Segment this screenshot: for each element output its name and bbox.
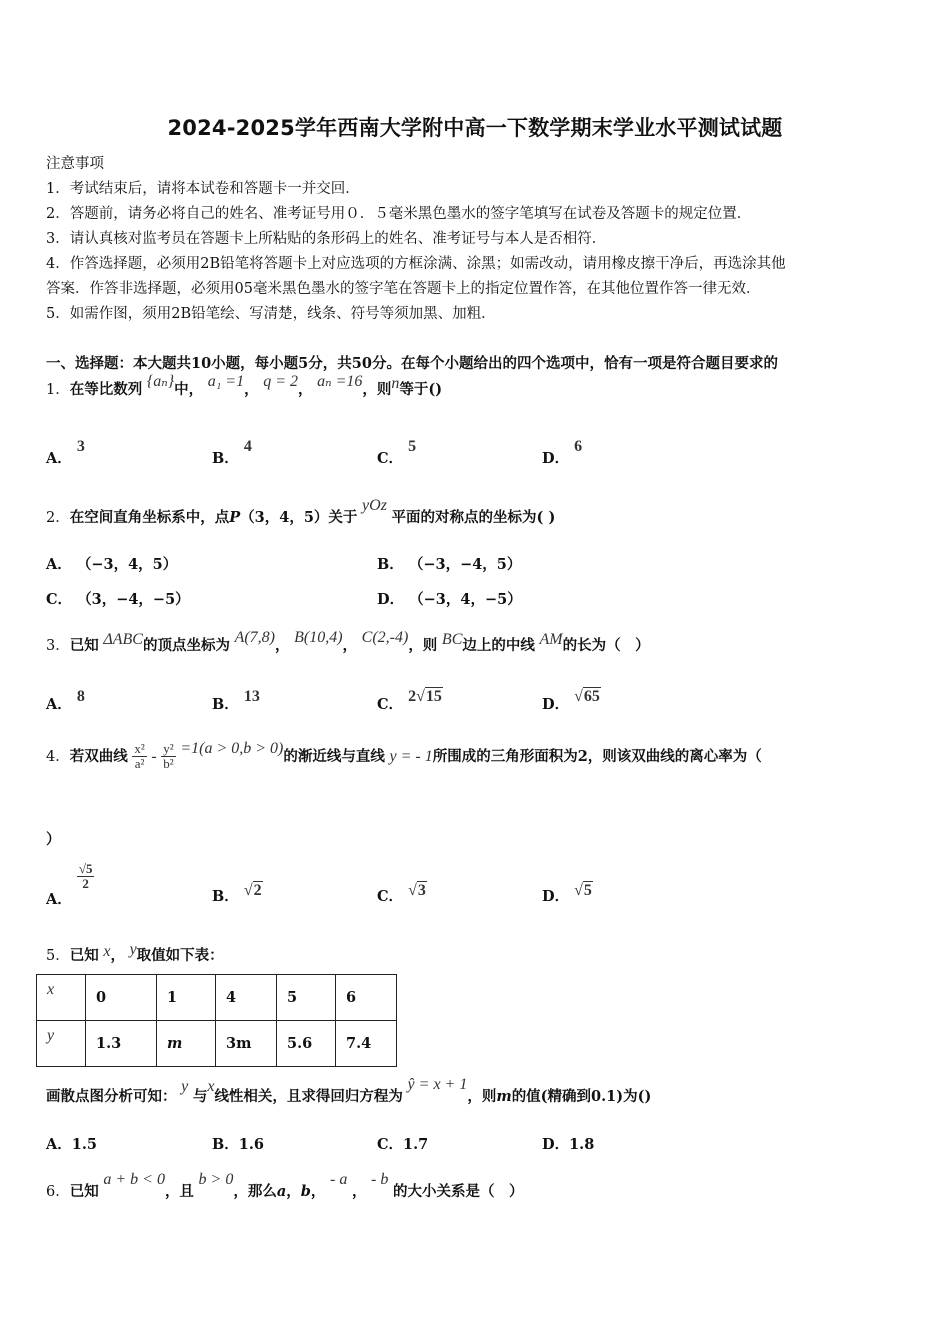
option-a[interactable]: A． 8: [46, 688, 85, 713]
option-c[interactable]: C． （3，−4，−5）: [46, 591, 190, 608]
option-d[interactable]: D． （−3，4，−5）: [377, 591, 522, 608]
q1-text: 等于(): [399, 381, 443, 398]
table-cell: 5: [277, 975, 336, 1021]
fraction: $\frac{√5}{2}$: [78, 861, 93, 892]
option-value: 4: [243, 438, 252, 455]
table-cell: 3m: [216, 1021, 277, 1067]
q1-math-an: aₙ =16: [317, 373, 363, 390]
question-5-continued: [46, 1076, 652, 1106]
q6-text: 的大小关系是（ ）: [392, 1183, 524, 1200]
q5-math: y: [181, 1078, 189, 1095]
q3-math: ΔABC: [103, 631, 143, 648]
question-number: 3．: [46, 638, 70, 654]
q3-text: ，: [275, 637, 290, 654]
q4-text: 若双曲线: [69, 747, 128, 765]
option-a[interactable]: A．1.5: [46, 1136, 97, 1153]
q3-math: A(7,8): [234, 629, 275, 646]
option-c[interactable]: C． √3: [377, 882, 426, 905]
q6-math: a + b < 0: [103, 1171, 165, 1188]
question-1: [46, 373, 443, 399]
table-cell: 1: [157, 975, 216, 1021]
option-a[interactable]: A． $\frac{√5}{2}$: [46, 861, 93, 908]
q3-text: ，则: [408, 637, 438, 654]
table-cell: y: [37, 1021, 86, 1067]
table-row: [37, 975, 397, 1021]
option-value: 3: [76, 438, 85, 455]
option-value: 5: [408, 438, 417, 455]
q1-math-q: q = 2: [263, 373, 298, 390]
question-2: [46, 497, 556, 527]
notice-item: 1．考试结束后，请将本试卷和答题卡一并交回．: [46, 181, 360, 197]
q2-point: P: [229, 509, 241, 526]
table-cell: x: [37, 975, 86, 1021]
question-number: 2．: [46, 510, 70, 526]
q1-text: 中，: [174, 381, 204, 398]
option-value: 6: [574, 438, 583, 455]
page-title: 2024-2025学年西南大学附中高一下数学期末学业水平测试试题: [167, 116, 783, 140]
option-d[interactable]: D．1.8: [542, 1136, 595, 1153]
table-cell: m: [157, 1021, 216, 1067]
question-number: 4．: [46, 748, 70, 765]
q2-text: （3，4，5）关于: [240, 509, 358, 526]
table-cell: 4: [216, 975, 277, 1021]
q6-text: 已知: [69, 1183, 99, 1200]
q2-math-plane: yOz: [362, 497, 387, 514]
q6-math: a: [276, 1183, 287, 1200]
q6-text: ，: [286, 1183, 301, 1200]
q4-text: 所围成的三角形面积为2，则该双曲线的离心率为（: [432, 747, 762, 765]
q3-text: 的顶点坐标为: [142, 637, 230, 654]
q6-text: ，那么: [233, 1183, 277, 1200]
option-a[interactable]: A． 3: [46, 438, 85, 467]
q4-math: y = - 1: [389, 747, 433, 765]
notice-item: 答案．作答非选择题，必须用05毫米黑色墨水的签字笔在答题卡上的指定位置作答，在其他位置作答一律无效．: [46, 281, 761, 297]
q1-text: 在等比数列: [69, 381, 143, 398]
q5-text: ，: [110, 947, 125, 964]
q3-text: 边上的中线: [462, 637, 535, 654]
q5-text: 与: [192, 1088, 208, 1105]
question-number: 5．: [46, 948, 70, 964]
q3-math: AM: [539, 631, 563, 648]
q1-math-seq: {aₙ}: [146, 373, 175, 390]
q2-text: 平面的对称点的坐标为( ): [391, 509, 556, 526]
q3-math: C(2,-4): [361, 629, 409, 646]
table-cell: 6: [336, 975, 397, 1021]
q1-text: ，: [298, 381, 313, 398]
q3-text: 的长为（ ）: [562, 637, 650, 654]
q3-math: B(10,4): [294, 629, 343, 646]
option-d[interactable]: D． √5: [542, 882, 592, 905]
notice-item: 4．作答选择题，必须用2B铅笔将答题卡上对应选项的方框涂满、涂黑；如需改动，请用橡皮擦干净后，再选涂其他: [46, 256, 786, 272]
section-heading: 一、选择题：本大题共10小题，每小题5分，共50分。在每个小题给出的四个选项中，恰有一项是符合题目要求的: [46, 355, 778, 372]
table-cell: 1.3: [86, 1021, 157, 1067]
fraction-x: $\frac{\text{x²}}{\text{a²}}$: [134, 741, 145, 772]
q4-text-close: ）: [46, 831, 61, 848]
q5-math: x: [207, 1078, 215, 1095]
table-cell: 0: [86, 975, 157, 1021]
notice-heading: 注意事项: [46, 156, 104, 172]
q5-text: 线性相关，且求得回归方程为: [214, 1088, 403, 1105]
option-a[interactable]: A． （−3，4，5）: [46, 556, 178, 573]
question-5: [46, 941, 224, 965]
question-6: [46, 1171, 524, 1201]
q5-math: m: [496, 1088, 512, 1105]
q6-text: ，: [310, 1183, 326, 1200]
option-c[interactable]: C． 2√15: [377, 688, 442, 713]
q3-text: ，: [342, 637, 358, 654]
table-cell: 5.6: [277, 1021, 336, 1067]
option-d[interactable]: D． 6: [542, 438, 583, 467]
table-row: [37, 1021, 397, 1067]
question-3: [46, 629, 650, 655]
q1-math-a1: a₁ =1: [207, 373, 245, 390]
data-table: [36, 974, 397, 1067]
question-4: 4．若双曲线 $\frac{\text{x²}}{\text{a²}}$ - $\frac{\text{y²}}{\text{b²}}$ =1(a > 0,b > 0)的渐近线与直线 y = - 1所围成的三角形面积为2，则该双曲线的离心率为（: [46, 739, 762, 772]
table-cell: 7.4: [336, 1021, 397, 1067]
q6-text: ，且: [164, 1183, 194, 1200]
q5-math: x: [103, 943, 111, 960]
q3-text: 已知: [69, 637, 99, 654]
option-c[interactable]: C． 5: [377, 438, 417, 467]
option-d[interactable]: D． √65: [542, 688, 600, 713]
q6-text: ，: [351, 1183, 367, 1200]
q4-math: =1(a > 0,b > 0): [180, 739, 284, 757]
q5-math: y: [129, 941, 137, 958]
notice-item: 3．请认真核对监考员在答题卡上所粘贴的条形码上的姓名、准考证号与本人是否相符．: [46, 231, 607, 247]
q5-math: ŷ = x + 1: [407, 1076, 468, 1093]
q5-text: 已知: [69, 947, 99, 964]
question-number: 6．: [46, 1184, 70, 1200]
fraction-y: $\frac{\text{y²}}{\text{b²}}$: [163, 741, 174, 772]
q1-math-n: n: [391, 375, 400, 392]
option-c[interactable]: C．1.7: [377, 1136, 429, 1153]
q6-math: b > 0: [198, 1171, 234, 1188]
sqrt-expr: √65: [574, 688, 600, 705]
question-number: 1．: [46, 382, 70, 398]
sqrt-expr: 2√15: [408, 688, 442, 705]
q6-math: - b: [371, 1171, 389, 1188]
q5-text: 画散点图分析可知：: [46, 1088, 177, 1105]
q6-math: - a: [330, 1171, 348, 1188]
option-b[interactable]: B． （−3，−4，5）: [377, 556, 522, 573]
option-b[interactable]: B．1.6: [212, 1136, 264, 1153]
q5-text: 取值如下表：: [136, 947, 224, 964]
notice-item: 2．答题前，请务必将自己的姓名、准考证号用０．５毫米黑色墨水的签字笔填写在试卷及答题卡的规定位置．: [46, 206, 752, 222]
q4-text: 的渐近线与直线: [283, 747, 385, 765]
q2-text: 在空间直角坐标系中，点: [69, 509, 230, 526]
q1-text: ，则: [362, 381, 392, 398]
q5-text: ，则: [467, 1088, 497, 1105]
option-b[interactable]: B． √2: [212, 882, 262, 905]
q6-math: b: [300, 1183, 311, 1200]
q3-math: BC: [441, 631, 463, 648]
option-b[interactable]: B． 13: [212, 688, 260, 713]
q1-text: ，: [244, 381, 259, 398]
q5-text: 的值(精确到0.1)为(): [511, 1088, 652, 1105]
option-b[interactable]: B． 4: [212, 438, 252, 467]
notice-item: 5．如需作图，须用2B铅笔绘、写清楚，线条、符号等须加黑、加粗．: [46, 306, 496, 322]
